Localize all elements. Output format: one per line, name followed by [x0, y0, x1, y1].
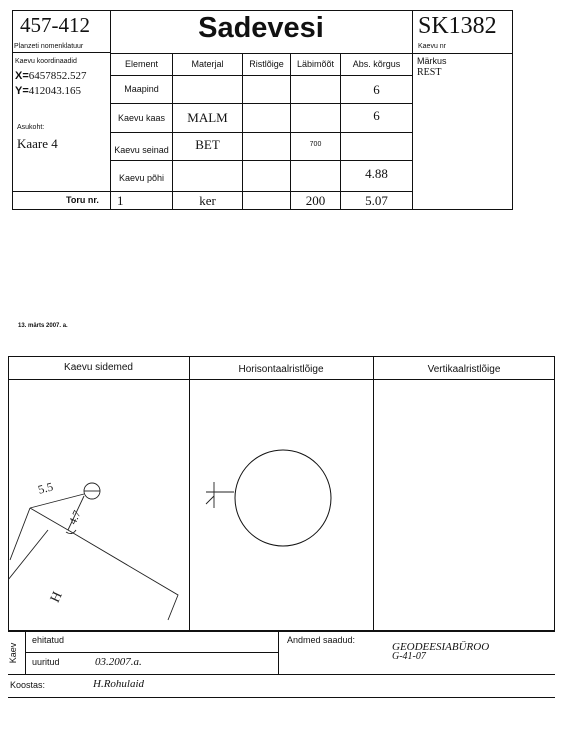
- bottom-divider-2: [373, 356, 374, 631]
- measured-label: uuritud: [32, 657, 60, 667]
- info-row-split: [25, 652, 278, 653]
- y-coordinate: [15, 85, 81, 97]
- source-label: Andmed saadud:: [287, 635, 356, 645]
- row-material-kaevu-pohi: [172, 160, 243, 192]
- row-material-kaevu-seinad: BET: [172, 132, 243, 161]
- pipe-row-number: 1: [110, 191, 173, 210]
- row-element-kaevu-pohi: Kaevu põhi: [110, 160, 173, 192]
- col-title-links: Kaevu sidemed: [64, 362, 133, 373]
- header-divider-right: [412, 10, 413, 53]
- info-divider: [278, 631, 279, 674]
- x-prefix: X=: [15, 70, 29, 82]
- row-height-maapind: 6: [340, 75, 413, 104]
- row-cross-kaevu-seinad: [242, 132, 291, 161]
- date-note: 13. märts 2007. a.: [18, 323, 68, 329]
- coords-label: Kaevu koordinaadid: [15, 58, 77, 65]
- row-diameter-kaevu-seinad: 700: [290, 132, 341, 161]
- sketch-mark-b: 4.7: [66, 508, 84, 527]
- pipe-row-cross: [242, 191, 291, 210]
- pipe-edge-sketch: [30, 494, 84, 508]
- row-element-kaevu-kaas: Kaevu kaas: [110, 103, 173, 133]
- pipe-row-diameter: 200: [290, 191, 341, 210]
- horizontal-section-drawing: [190, 380, 372, 630]
- x-value: 6457852.527: [28, 70, 87, 82]
- remarks-label: Märkus: [417, 56, 447, 66]
- well-links-sketch: [8, 380, 188, 630]
- row-diameter-maapind: [290, 75, 341, 104]
- row-height-kaevu-pohi: 4.88: [340, 160, 413, 192]
- nomenclature-label: Planzeti nomenklatuur: [14, 43, 84, 50]
- row-height-kaevu-seinad: [340, 132, 413, 161]
- source-value-2: G-41-07: [392, 651, 426, 662]
- sketch-mark-c: H: [47, 589, 66, 606]
- row-element-maapind: Maapind: [110, 75, 173, 104]
- pipe-row-height: 5.07: [340, 191, 413, 210]
- source-value-1: GEODEESIABÜROO: [392, 641, 490, 653]
- location-value: Kaare 4: [17, 136, 58, 151]
- row-diameter-kaevu-kaas: [290, 103, 341, 133]
- y-value: 412043.165: [28, 85, 82, 97]
- col-header-diameter: Läbimõõt: [290, 53, 341, 76]
- pipe-row-label: Toru nr.: [66, 195, 99, 205]
- row-material-kaevu-kaas: MALM: [172, 103, 243, 133]
- row-cross-kaevu-kaas: [242, 103, 291, 133]
- col-header-element: Element: [110, 53, 173, 76]
- well-cross-section-circle: [235, 450, 331, 546]
- nomenclature-underline: [12, 52, 110, 53]
- y-prefix: Y=: [15, 85, 29, 97]
- col-header-cross-section: Ristlõige: [242, 53, 291, 76]
- col-title-horizontal: Horisontaalristlõige: [238, 364, 324, 375]
- pipe-row-material: ker: [172, 191, 243, 210]
- well-number-label: Kaevu nr: [418, 43, 447, 50]
- row-material-maapind: [172, 75, 243, 104]
- pipe-inlet-sketch: [206, 482, 234, 508]
- col-header-abs-height: Abs. kõrgus: [340, 53, 413, 76]
- built-label: ehitatud: [32, 635, 65, 645]
- author-underline: [8, 697, 555, 698]
- author-label: Koostas:: [10, 680, 46, 690]
- row-diameter-kaevu-pohi: [290, 160, 341, 192]
- info-line-top: [8, 631, 555, 632]
- remarks-value: REST: [417, 67, 442, 78]
- page-title: Sadevesi: [198, 12, 324, 44]
- nomenclature-number: 457-412: [20, 13, 90, 37]
- left-panel-bottom: [12, 191, 110, 192]
- info-line-bottom: [8, 674, 555, 675]
- measured-value: 03.2007.a.: [95, 656, 142, 668]
- row-height-kaevu-kaas: 6: [340, 103, 413, 133]
- row-cross-kaevu-pohi: [242, 160, 291, 192]
- author-value: H.Rohulaid: [93, 678, 145, 690]
- sketch-mark-a: 5.5: [36, 479, 55, 497]
- building-outline-sketch: [8, 508, 178, 620]
- pipe-row-left-stub: [12, 191, 13, 192]
- col-header-material: Materjal: [172, 53, 243, 76]
- row-cross-maapind: [242, 75, 291, 104]
- x-coordinate: [15, 70, 87, 82]
- kaev-label: Kaev: [8, 642, 18, 664]
- col-title-vertical: Vertikaalristlõige: [427, 364, 501, 375]
- location-label: Asukoht:: [17, 124, 45, 131]
- row-element-kaevu-seinad: Kaevu seinad: [110, 132, 173, 161]
- well-number: SK1382: [418, 13, 497, 39]
